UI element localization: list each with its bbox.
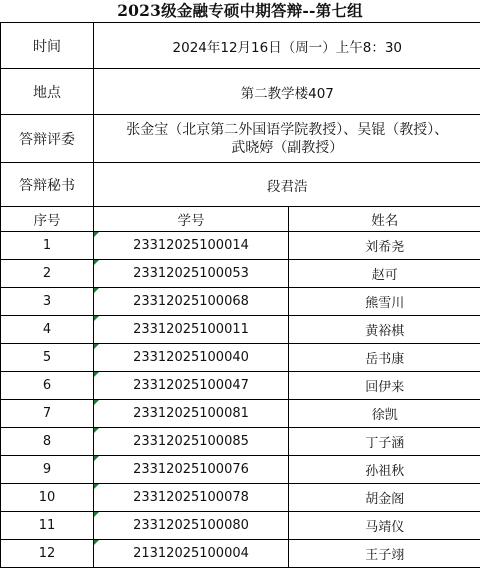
schedule-table: [0, 22, 480, 568]
student-id-cell: 23312025100081: [94, 400, 289, 428]
student-id-cell: 23312025100076: [94, 456, 289, 484]
student-index-cell: 12: [1, 540, 94, 568]
student-id-cell: 21312025100004: [94, 540, 289, 568]
student-id-cell: 23312025100053: [94, 260, 289, 288]
student-name-cell: 刘希尧: [289, 232, 480, 260]
column-header-student-id: 学号: [94, 207, 289, 232]
page-title: 2023级金融专硕中期答辩--第七组: [0, 0, 480, 22]
student-id-cell: 23312025100014: [94, 232, 289, 260]
jury-line-2: 武晓婷（副教授）: [96, 139, 479, 157]
column-header-index: 序号: [1, 207, 94, 232]
table-row: [1, 456, 480, 484]
student-index-cell: 7: [1, 400, 94, 428]
location-value: 第二教学楼407: [94, 69, 480, 115]
student-id-cell: 23312025100011: [94, 316, 289, 344]
table-row: [1, 288, 480, 316]
secretary-label: 答辩秘书: [1, 163, 94, 207]
student-id-cell: 23312025100078: [94, 484, 289, 512]
student-id-cell: 23312025100040: [94, 344, 289, 372]
student-index-cell: 5: [1, 344, 94, 372]
student-index-cell: 10: [1, 484, 94, 512]
student-name-cell: 熊雪川: [289, 288, 480, 316]
jury-row: [1, 115, 480, 163]
student-index-cell: 8: [1, 428, 94, 456]
secretary-value: 段君浩: [94, 163, 480, 207]
table-row: [1, 428, 480, 456]
student-id-cell: 23312025100085: [94, 428, 289, 456]
table-row: [1, 512, 480, 540]
student-name-cell: 回伊来: [289, 372, 480, 400]
student-name-cell: 胡金阁: [289, 484, 480, 512]
time-row: [1, 23, 480, 69]
student-name-cell: 岳书康: [289, 344, 480, 372]
secretary-row: [1, 163, 480, 207]
location-row: [1, 69, 480, 115]
table-row: [1, 344, 480, 372]
student-name-cell: 赵可: [289, 260, 480, 288]
student-name-cell: 马靖仪: [289, 512, 480, 540]
table-row: [1, 260, 480, 288]
column-header-row: [1, 207, 480, 232]
time-label: 时间: [1, 23, 94, 69]
student-name-cell: 孙祖秋: [289, 456, 480, 484]
student-index-cell: 2: [1, 260, 94, 288]
student-index-cell: 9: [1, 456, 94, 484]
student-index-cell: 11: [1, 512, 94, 540]
student-index-cell: 3: [1, 288, 94, 316]
student-index-cell: 1: [1, 232, 94, 260]
student-id-cell: 23312025100080: [94, 512, 289, 540]
table-row: [1, 316, 480, 344]
student-index-cell: 6: [1, 372, 94, 400]
column-header-name: 姓名: [289, 207, 480, 232]
student-name-cell: 王子翊: [289, 540, 480, 568]
student-name-cell: 黄裕棋: [289, 316, 480, 344]
table-row: [1, 540, 480, 568]
table-row: [1, 400, 480, 428]
table-row: [1, 372, 480, 400]
student-id-cell: 23312025100068: [94, 288, 289, 316]
location-label: 地点: [1, 69, 94, 115]
jury-line-1: 张金宝（北京第二外国语学院教授）、吴锟（教授）、: [96, 121, 479, 139]
student-name-cell: 丁子涵: [289, 428, 480, 456]
table-row: [1, 232, 480, 260]
table-row: [1, 484, 480, 512]
student-index-cell: 4: [1, 316, 94, 344]
jury-value: [94, 115, 480, 163]
time-value: 2024年12月16日（周一）上午8：30: [94, 23, 480, 69]
student-name-cell: 徐凯: [289, 400, 480, 428]
student-id-cell: 23312025100047: [94, 372, 289, 400]
jury-label: 答辩评委: [1, 115, 94, 163]
